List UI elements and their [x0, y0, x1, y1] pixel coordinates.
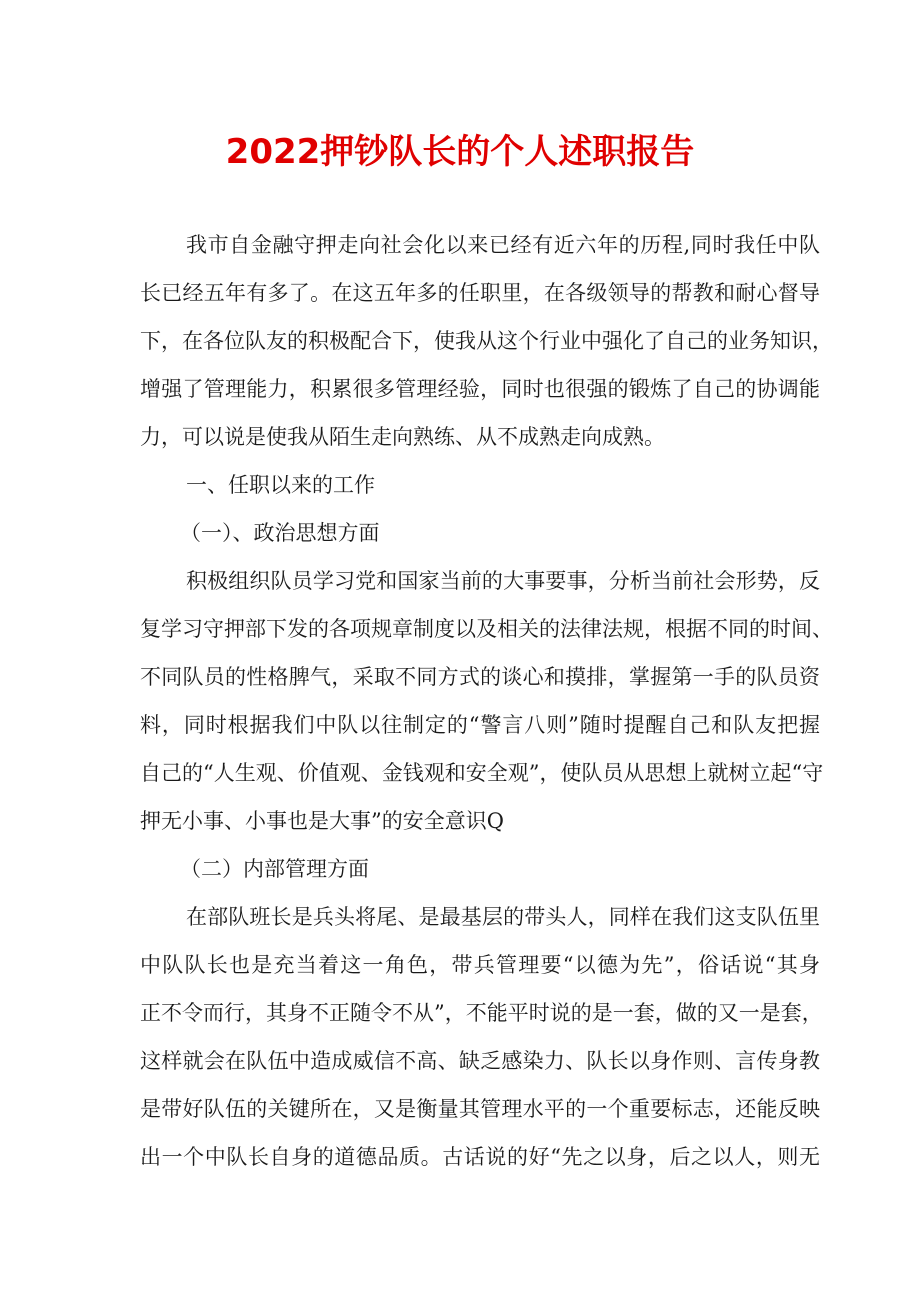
paragraph-line: 在部队班长是兵头将尾、是最基层的带头人，同样在我们这支队伍里: [186, 905, 820, 929]
paragraph-line: 正不令而行，其身不正随令不从”，不能平时说的是一套，做的又一是套，: [140, 1001, 823, 1025]
paragraph-line: 料，同时根据我们中队以往制定的“警言八则”随时提醒自己和队友把握: [140, 713, 820, 737]
paragraph-political: [140, 557, 833, 845]
paragraph-line: 长已经五年有多了。在这五年多的任职里，在各级领导的帮教和耐心督导: [140, 281, 820, 305]
paragraph-line: 这样就会在队伍中造成威信不高、缺乏感染力、队长以身作则、言传身教: [140, 1049, 820, 1073]
paragraph-line: 不同队员的性格脾气，采取不同方式的谈心和摸排，掌握第一手的队员资: [140, 665, 820, 689]
paragraph-intro: [140, 221, 833, 461]
paragraph-line: 下，在各位队友的积极配合下，使我从这个行业中强化了自己的业务知识，: [140, 329, 833, 353]
subsection-heading: （一）、政治思想方面: [180, 521, 380, 545]
document-body: [140, 221, 833, 1181]
paragraph-line: 押无小事、小事也是大事”的安全意识Q: [140, 809, 504, 833]
paragraph-line: 我市自金融守押走向社会化以来已经有近六年的历程,同时我任中队: [186, 233, 820, 257]
document-title: 2022押钞队长的个人述职报告: [225, 132, 695, 172]
section-heading: 一、任职以来的工作: [186, 473, 375, 497]
paragraph-line: 复学习守押部下发的各项规章制度以及相关的法律法规，根据不同的时间、: [140, 617, 833, 641]
paragraph-management: [140, 893, 823, 1181]
paragraph-line: 中队队长也是充当着这一角色，带兵管理要“以德为先”，俗话说“其身: [140, 953, 820, 977]
paragraph-line: 积极组织队员学习党和国家当前的大事要事，分析当前社会形势，反: [186, 569, 820, 593]
subsection-heading: （二）内部管理方面: [180, 857, 369, 881]
paragraph-line: 出一个中队长自身的道德品质。古话说的好“先之以身，后之以人，则无: [140, 1145, 820, 1169]
paragraph-line: 力，可以说是使我从陌生走向熟练、从不成熟走向成熟。: [140, 425, 665, 449]
paragraph-line: 增强了管理能力，积累很多管理经验，同时也很强的锻炼了自己的协调能: [140, 377, 820, 401]
paragraph-line: 是带好队伍的关键所在，又是衡量其管理水平的一个重要标志，还能反映: [140, 1097, 820, 1121]
paragraph-line: 自己的“人生观、价值观、金钱观和安全观”，使队员从思想上就树立起“守: [140, 761, 824, 785]
